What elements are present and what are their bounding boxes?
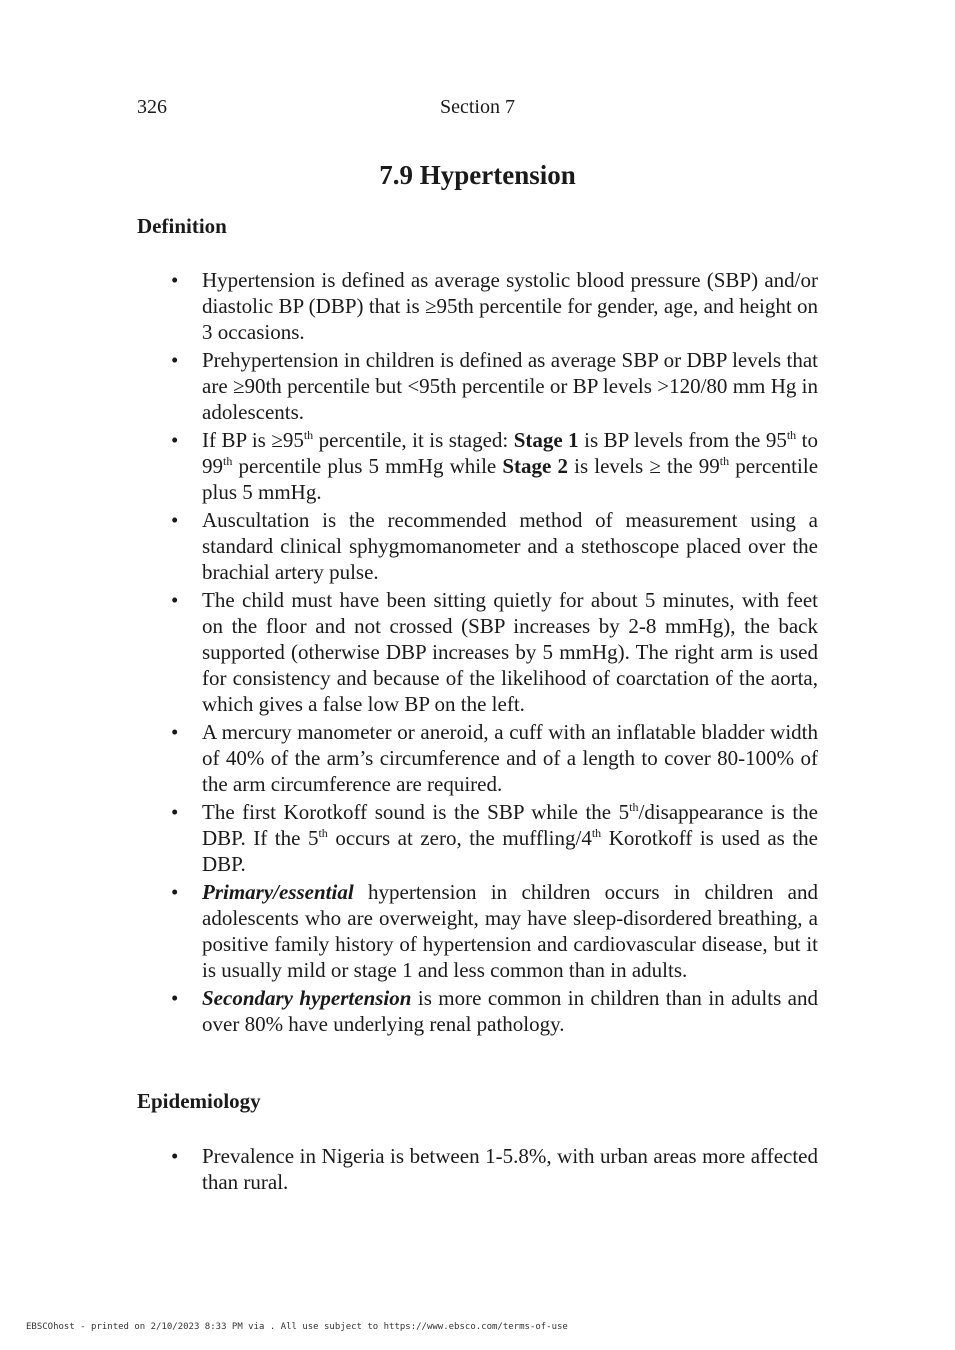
primary-essential-term: Primary/essential	[202, 880, 354, 904]
list-item: • The child must have been sitting quietly for about 5 minutes, with feet on the floor and not crossed (SBP increases by 2-8 mmHg), the back supported (otherwise DBP increases by 5 mmHg). The right arm is used for consistency and because of the likelihood of coarctation of the aorta, which gives a false low BP on the left.	[202, 587, 818, 717]
item-text: /disappearance is the DBP. If the 5	[202, 800, 818, 850]
list-item	[202, 799, 818, 877]
item-text: is levels ≥ the 99	[567, 454, 720, 478]
running-head: Section 7	[440, 96, 515, 118]
item-text: percentile plus 5 mmHg.	[202, 454, 819, 504]
superscript: th	[591, 826, 602, 840]
item-text: Korotkoff is used as the DBP.	[202, 826, 819, 876]
item-text: to 99	[202, 428, 818, 478]
item-text: is more common in children than in adults and over 80% have underlying renal pathology.	[202, 986, 818, 1036]
chapter-title: 7.9 Hypertension	[379, 160, 576, 190]
list-item	[202, 879, 818, 983]
superscript: th	[223, 454, 233, 468]
superscript: th	[786, 428, 797, 442]
stage-2-label: Stage 2	[502, 454, 568, 478]
item-text: is BP levels from the 95	[578, 428, 787, 452]
stage-1-label: Stage 1	[513, 428, 579, 452]
page-number: 326	[137, 96, 167, 118]
list-item: • Auscultation is the recommended method of measurement using a standard clinical sphygmomanometer and a stethoscope placed over the brachial artery pulse.	[202, 507, 818, 585]
item-text: percentile plus 5 mmHg while	[232, 454, 503, 478]
list-item	[202, 427, 818, 505]
superscript: th	[719, 454, 730, 468]
print-footer: EBSCOhost - printed on 2/10/2023 8:33 PM via . All use subject to https://www.ebsco.com/terms-of-use	[26, 1322, 568, 1332]
item-text: The first Korotkoff sound is the SBP while the 5	[202, 800, 630, 824]
list-item	[202, 985, 818, 1037]
item-text: occurs at zero, the muffling/4	[327, 826, 592, 850]
definition-heading: Definition	[137, 214, 227, 238]
list-item: • Prevalence in Nigeria is between 1-5.8%, with urban areas more affected than rural.	[202, 1143, 818, 1195]
item-text: hypertension in children occurs in children and adolescents who are overweight, may have sleep-disordered breathing, a positive family history of hypertension and cardiovascular disease, but it is usually mild or stage 1 and less common than in adults.	[202, 880, 818, 982]
list-item: • Prehypertension in children is defined as average SBP or DBP levels that are ≥90th percentile but <95th percentile or BP levels >120/80 mm Hg in adolescents.	[202, 347, 818, 425]
list-item: • A mercury manometer or aneroid, a cuff with an inflatable bladder width of 40% of the arm’s circumference and of a length to cover 80-100% of the arm circumference are required.	[202, 719, 818, 797]
definition-list	[202, 267, 818, 1039]
secondary-hypertension-term: Secondary hypertension	[202, 986, 412, 1010]
superscript: th	[629, 800, 639, 814]
epidemiology-list	[202, 1143, 818, 1197]
item-text: percentile, it is staged:	[313, 428, 514, 452]
list-item: • Hypertension is defined as average systolic blood pressure (SBP) and/or diastolic BP (DBP) that is ≥95th percentile for gender, age, and height on 3 occasions.	[202, 267, 818, 345]
epidemiology-heading: Epidemiology	[137, 1089, 261, 1113]
superscript: th	[318, 826, 328, 840]
item-text: If BP is ≥95	[202, 428, 304, 452]
superscript: th	[303, 428, 314, 442]
